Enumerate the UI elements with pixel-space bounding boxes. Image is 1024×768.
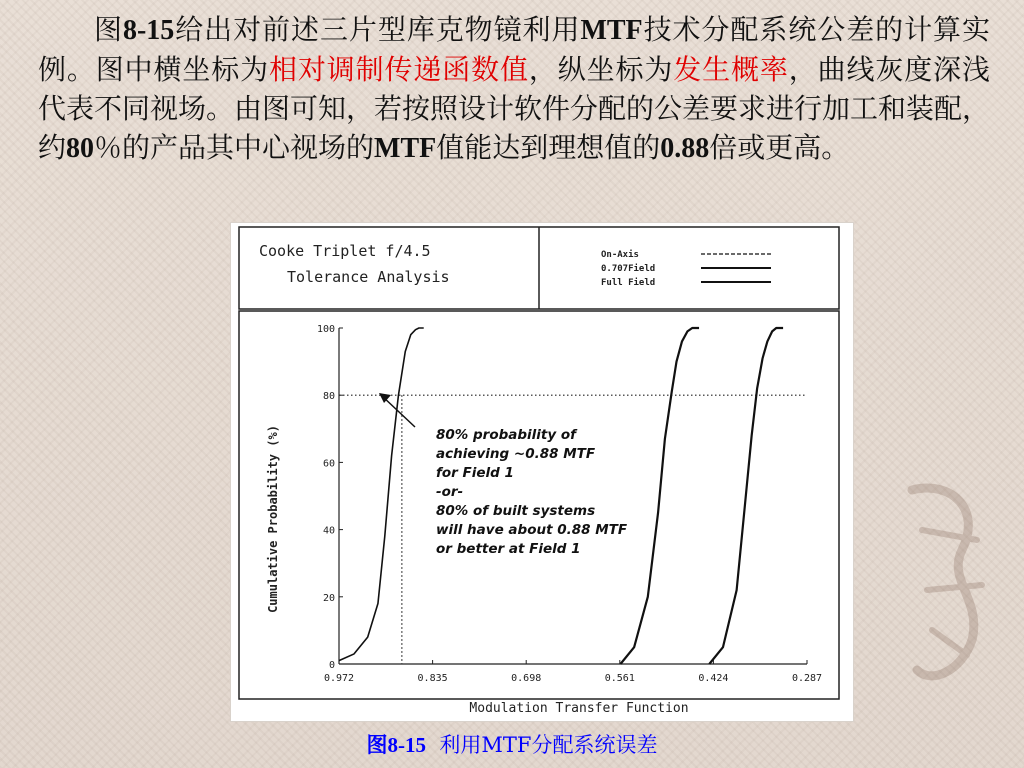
annotation-line: 80% of built systems bbox=[436, 503, 596, 519]
chart-title: Cooke Triplet f/4.5 bbox=[259, 242, 431, 260]
x-tick-label: 0.287 bbox=[791, 673, 823, 684]
para-mtf-2: MTF bbox=[374, 133, 437, 164]
para-text-7: 值能达到理想值的 bbox=[436, 131, 661, 164]
series-line-1 bbox=[339, 328, 424, 661]
para-text-8: 倍或更高。 bbox=[709, 131, 850, 164]
mtf-chart bbox=[231, 223, 853, 721]
annotation-line: will have about 0.88 MTF bbox=[436, 522, 628, 538]
body-paragraph bbox=[38, 10, 990, 168]
annotation-text bbox=[436, 427, 628, 557]
caption-text: 利用MTF分配系统误差 bbox=[439, 733, 658, 757]
x-tick-label: 0.698 bbox=[511, 673, 542, 684]
y-tick-label: 40 bbox=[322, 525, 335, 537]
x-axis-label: Modulation Transfer Function bbox=[469, 701, 689, 716]
y-tick-label: 60 bbox=[322, 458, 335, 470]
annotation-line: -or- bbox=[436, 484, 464, 500]
annotation-line: or better at Field 1 bbox=[436, 541, 581, 557]
para-figure-number: 8-15 bbox=[122, 15, 175, 46]
y-axis-label: Cumulative Probability (%) bbox=[266, 425, 280, 613]
chart-subtitle: Tolerance Analysis bbox=[287, 268, 450, 286]
legend-label: On-Axis bbox=[601, 250, 639, 260]
annotation-line: achieving ~0.88 MTF bbox=[436, 446, 596, 462]
para-text-4: ，纵坐标为 bbox=[528, 53, 674, 86]
x-tick-label: 0.972 bbox=[323, 673, 355, 684]
x-tick-label: 0.424 bbox=[698, 673, 729, 684]
annotation-line: for Field 1 bbox=[436, 465, 514, 481]
annotation-line: 80% probability of bbox=[436, 427, 577, 443]
chart-legend bbox=[601, 249, 771, 288]
annotation-arrowhead bbox=[379, 393, 391, 403]
para-text-3: 技术分配系统公差的计算实例。图中横坐标为 bbox=[38, 13, 990, 86]
chart-series bbox=[339, 328, 783, 664]
para-eighty: 80 bbox=[66, 133, 95, 164]
para-ratio: 0.88 bbox=[660, 133, 710, 164]
para-mtf-1: MTF bbox=[580, 15, 643, 46]
caption-label: 图8-15 bbox=[366, 733, 427, 757]
para-text-1: 图 bbox=[94, 13, 123, 46]
para-text-6: ％的产品其中心视场的 bbox=[94, 131, 375, 164]
series-line-2 bbox=[620, 328, 699, 664]
seal-stamp-icon bbox=[892, 470, 1002, 700]
figure-caption bbox=[0, 730, 1024, 760]
legend-label: Full Field bbox=[601, 278, 656, 288]
series-line-3 bbox=[709, 328, 783, 664]
para-text-5: ，曲线灰度深浅代表不同视场。由图可知，若按照设计软件分配的公差要求进行加工和装配，约 bbox=[38, 53, 991, 164]
para-highlight-y-axis: 发生概率 bbox=[673, 53, 789, 86]
x-tick-label: 0.561 bbox=[604, 673, 635, 684]
para-text-2: 给出对前述三片型库克物镜利用 bbox=[174, 13, 581, 46]
para-highlight-x-axis: 相对调制传递函数值 bbox=[268, 53, 529, 86]
legend-label: 0.707Field bbox=[601, 264, 656, 274]
y-tick-label: 0 bbox=[328, 660, 335, 671]
y-tick-label: 100 bbox=[316, 324, 335, 335]
figure-panel bbox=[230, 222, 854, 722]
x-tick-label: 0.835 bbox=[417, 673, 448, 684]
y-tick-label: 20 bbox=[322, 592, 335, 604]
y-tick-label: 80 bbox=[322, 391, 335, 403]
